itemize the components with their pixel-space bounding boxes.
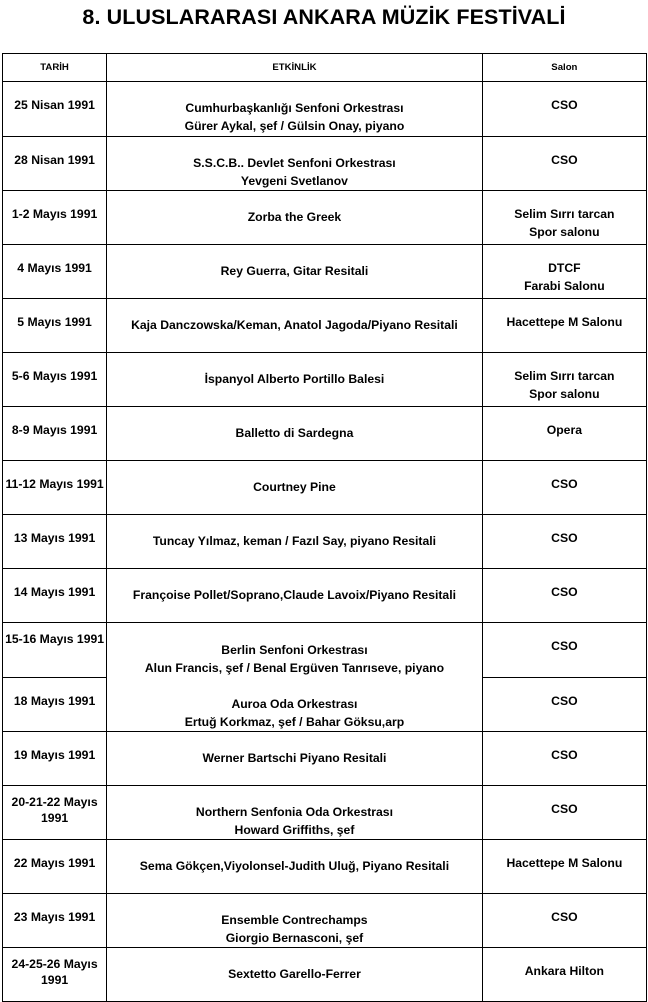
salon-cell	[482, 82, 646, 137]
event-line: Tuncay Yılmaz, keman / Fazıl Say, piyano Resitali	[152, 534, 437, 548]
salon-cell	[482, 894, 646, 948]
table-row	[3, 786, 647, 840]
event-cell	[107, 353, 483, 407]
event-line: Howard Griffiths, şef	[234, 823, 355, 837]
table-row	[3, 353, 647, 407]
header-event: ETKİNLİK	[107, 54, 483, 82]
table-row	[3, 407, 647, 461]
date-cell: 20-21-22 Mayıs 1991	[3, 786, 107, 840]
salon-line: Ankara Hilton	[524, 964, 604, 978]
salon-cell	[482, 569, 646, 623]
festival-schedule-table	[2, 53, 647, 1002]
salon-line: CSO	[551, 477, 578, 491]
date-cell: 28 Nisan 1991	[3, 137, 107, 191]
event-cell	[107, 948, 483, 1002]
date-cell: 18 Mayıs 1991	[3, 677, 107, 732]
event-line: Berlin Senfoni Orkestrası	[221, 643, 368, 657]
salon-line: Selim Sırrı tarcan	[514, 369, 615, 383]
event-line: Balletto di Sardegna	[235, 426, 354, 440]
date-cell: 24-25-26 Mayıs 1991	[3, 948, 107, 1002]
date-cell: 14 Mayıs 1991	[3, 569, 107, 623]
event-cell	[107, 245, 483, 299]
event-line: Gürer Aykal, şef / Gülsin Onay, piyano	[184, 119, 405, 133]
event-cell	[107, 407, 483, 461]
salon-cell	[482, 137, 646, 191]
event-line: Kaja Danczowska/Keman, Anatol Jagoda/Piyano Resitali	[131, 318, 458, 332]
event-line: Northern Senfonia Oda Orkestrası	[195, 805, 393, 819]
salon-cell	[482, 786, 646, 840]
salon-cell	[482, 461, 646, 515]
event-line	[107, 677, 482, 695]
event-cell	[107, 299, 483, 353]
header-salon: Salon	[482, 54, 646, 82]
salon-line: Hacettepe M Salonu	[506, 856, 623, 870]
salon-line: Spor salonu	[529, 225, 600, 239]
date-cell: 5-6 Mayıs 1991	[3, 353, 107, 407]
table-row	[3, 515, 647, 569]
event-line: Cumhurbaşkanlığı Senfoni Orkestrası	[185, 101, 404, 115]
event-line: Yevgeni Svetlanov	[240, 174, 348, 188]
event-line: Françoise Pollet/Soprano,Claude Lavoix/Piyano Resitali	[132, 588, 456, 602]
date-cell: 8-9 Mayıs 1991	[3, 407, 107, 461]
event-cell	[107, 461, 483, 515]
salon-cell	[482, 677, 646, 732]
date-cell: 25 Nisan 1991	[3, 82, 107, 137]
event-line: Sema Gökçen,Viyolonsel-Judith Uluğ, Piyano Resitali	[139, 859, 450, 873]
salon-cell	[482, 245, 646, 299]
salon-cell	[482, 353, 646, 407]
event-line: S.S.C.B.. Devlet Senfoni Orkestrası	[193, 156, 396, 170]
salon-cell	[482, 191, 646, 245]
event-line: Auroa Oda Orkestrası	[231, 697, 358, 711]
date-cell: 13 Mayıs 1991	[3, 515, 107, 569]
date-cell: 15-16 Mayıs 1991	[3, 623, 107, 678]
date-cell: 11-12 Mayıs 1991	[3, 461, 107, 515]
salon-cell	[482, 732, 646, 786]
date-cell: 23 Mayıs 1991	[3, 894, 107, 948]
table-row	[3, 191, 647, 245]
salon-line: CSO	[551, 531, 578, 545]
date-cell: 1-2 Mayıs 1991	[3, 191, 107, 245]
table-row	[3, 732, 647, 786]
table-row	[3, 137, 647, 191]
event-cell	[107, 82, 483, 137]
date-cell: 19 Mayıs 1991	[3, 732, 107, 786]
salon-line: Spor salonu	[529, 387, 600, 401]
event-line: Courtney Pine	[253, 480, 336, 494]
table-row	[3, 840, 647, 894]
event-line: Ertuğ Korkmaz, şef / Bahar Göksu,arp	[184, 715, 405, 729]
table-row	[3, 299, 647, 353]
event-cell	[107, 786, 483, 840]
event-cell	[107, 894, 483, 948]
event-cell	[107, 137, 483, 191]
event-line: Werner Bartschi Piyano Resitali	[202, 751, 387, 765]
event-line: Sextetto Garello-Ferrer	[228, 967, 361, 981]
event-cell	[107, 569, 483, 623]
salon-line: CSO	[551, 153, 578, 167]
salon-line: Selim Sırrı tarcan	[514, 207, 615, 221]
event-line: Zorba the Greek	[247, 210, 342, 224]
salon-line: CSO	[551, 639, 578, 653]
date-cell: 22 Mayıs 1991	[3, 840, 107, 894]
date-cell: 4 Mayıs 1991	[3, 245, 107, 299]
date-cell: 5 Mayıs 1991	[3, 299, 107, 353]
salon-cell	[482, 948, 646, 1002]
salon-line: Farabi Salonu	[524, 279, 605, 293]
salon-cell	[482, 840, 646, 894]
table-row	[3, 948, 647, 1002]
table-row	[3, 894, 647, 948]
salon-line: CSO	[551, 98, 578, 112]
event-cell	[107, 840, 483, 894]
event-line: Giorgio Bernasconi, şef	[225, 931, 364, 945]
salon-line: Hacettepe M Salonu	[506, 315, 623, 329]
table-header-row	[3, 54, 647, 82]
salon-cell	[482, 407, 646, 461]
salon-cell	[482, 299, 646, 353]
table-row	[3, 245, 647, 299]
event-line: İspanyol Alberto Portillo Balesi	[204, 372, 385, 386]
table-body	[3, 82, 647, 1002]
salon-line: CSO	[551, 910, 578, 924]
page-title: 8. ULUSLARARASI ANKARA MÜZİK FESTİVALİ	[82, 5, 566, 29]
event-cell	[107, 623, 483, 732]
table-row	[3, 461, 647, 515]
event-line: Rey Guerra, Gitar Resitali	[220, 264, 369, 278]
event-cell	[107, 191, 483, 245]
event-cell	[107, 515, 483, 569]
table-row	[3, 623, 647, 678]
salon-line: CSO	[551, 802, 578, 816]
salon-line: DTCF	[548, 261, 581, 275]
event-line: Alun Francis, şef / Benal Ergüven Tanrıseve, piyano	[144, 661, 445, 675]
salon-line: CSO	[551, 748, 578, 762]
salon-line: Opera	[546, 423, 582, 437]
header-date: TARİH	[3, 54, 107, 82]
event-line: Ensemble Contrechamps	[221, 913, 368, 927]
salon-cell	[482, 515, 646, 569]
table-row	[3, 82, 647, 137]
salon-cell	[482, 623, 646, 678]
salon-line: CSO	[551, 585, 578, 599]
salon-line: CSO	[551, 693, 578, 708]
table-row	[3, 569, 647, 623]
event-cell	[107, 732, 483, 786]
